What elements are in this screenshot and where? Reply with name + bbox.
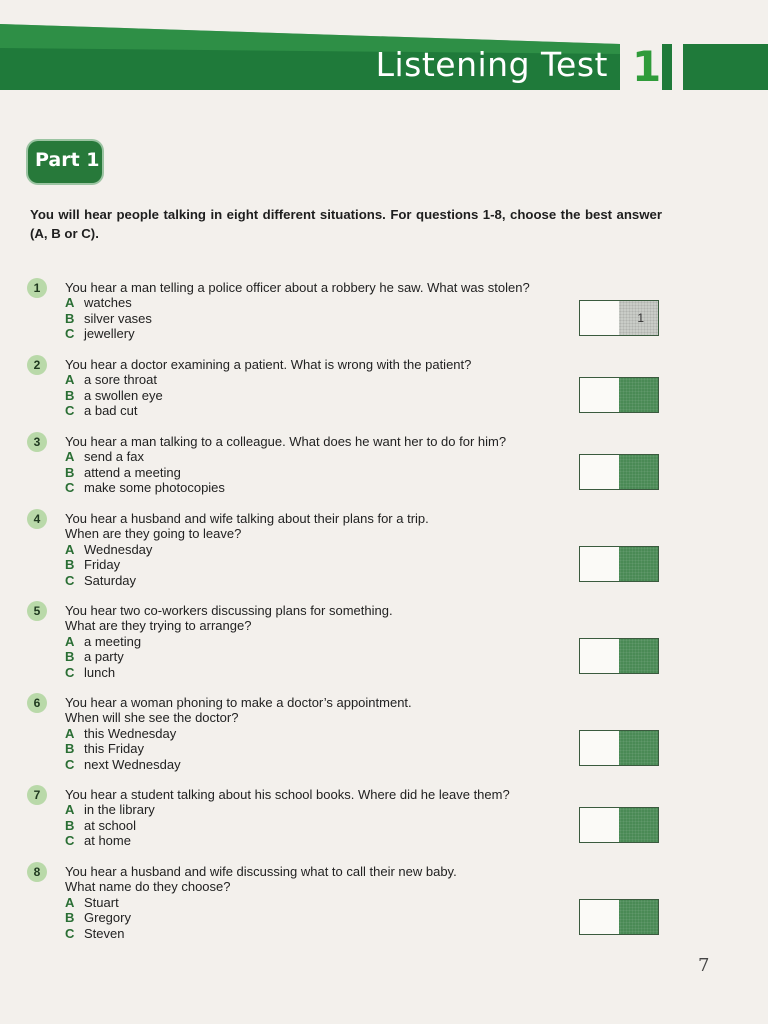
answer-box-label: 1: [637, 311, 644, 325]
question-text-block: [65, 280, 585, 342]
question-prompt: You hear a husband and wife talking about their plans for a trip.: [65, 511, 429, 526]
option-b[interactable]: B silver vases: [65, 310, 152, 326]
option-a[interactable]: A Wednesday: [65, 541, 153, 557]
option-a[interactable]: A this Wednesday: [65, 725, 177, 741]
question-text-block: [65, 864, 585, 941]
question-prompt-line2: What name do they choose?: [65, 879, 231, 895]
part-badge: [28, 141, 102, 183]
option-a[interactable]: A watches: [65, 295, 132, 311]
question-number: 6: [27, 693, 47, 713]
question-number: 4: [27, 509, 47, 529]
question-text-block: [65, 695, 585, 772]
option-a[interactable]: A a meeting: [65, 633, 142, 649]
option-b[interactable]: B this Friday: [65, 741, 144, 757]
question-number: 1: [27, 278, 47, 298]
instructions: You will hear people talking in eight different situations. For questions 1-8, choose the best answer (A, B or C).: [30, 207, 662, 241]
question-number: 5: [27, 601, 47, 621]
option-c[interactable]: C at home: [65, 833, 131, 849]
answer-box-shade: [619, 455, 658, 489]
option-c[interactable]: C make some photocopies: [65, 480, 225, 496]
test-title: Listening Test: [375, 45, 608, 84]
option-c[interactable]: C jewellery: [65, 326, 135, 342]
test-number: 1: [632, 42, 662, 91]
option-a[interactable]: A Stuart: [65, 894, 119, 910]
option-c[interactable]: C Steven: [65, 925, 125, 941]
option-c[interactable]: C lunch: [65, 664, 116, 680]
question-number: 3: [27, 432, 47, 452]
option-c[interactable]: C next Wednesday: [65, 756, 181, 772]
question-text-block: [65, 434, 585, 496]
answer-box[interactable]: [579, 899, 659, 935]
answer-box-shade: [619, 900, 658, 934]
question-prompt: You hear a doctor examining a patient. What is wrong with the patient?: [65, 357, 472, 372]
answer-box[interactable]: [579, 546, 659, 582]
option-b[interactable]: B a party: [65, 649, 124, 665]
answer-box[interactable]: [579, 300, 659, 336]
question-prompt: You hear a man talking to a colleague. What does he want her to do for him?: [65, 434, 507, 449]
question-prompt-line2: When will she see the doctor?: [65, 710, 239, 726]
option-b[interactable]: B a swollen eye: [65, 387, 163, 403]
answer-box[interactable]: [579, 377, 659, 413]
option-b[interactable]: B attend a meeting: [65, 464, 181, 480]
question-text-block: [65, 357, 585, 419]
answer-box-shade: [619, 639, 658, 673]
answer-box[interactable]: [579, 730, 659, 766]
question-text-block: [65, 603, 585, 680]
answer-box-shade: [619, 547, 658, 581]
question-prompt: You hear a husband and wife discussing what to call their new baby.: [65, 864, 457, 879]
question-number: 2: [27, 355, 47, 375]
question-prompt: You hear a man telling a police officer about a robbery he saw. What was stolen?: [65, 280, 530, 295]
question-number: 8: [27, 862, 47, 882]
option-c[interactable]: C Saturday: [65, 572, 137, 588]
option-b[interactable]: B at school: [65, 817, 137, 833]
answer-box[interactable]: [579, 807, 659, 843]
answer-box-shade: [619, 378, 658, 412]
option-c[interactable]: C a bad cut: [65, 403, 138, 419]
question-text-block: [65, 787, 585, 849]
answer-box-shade: [619, 808, 658, 842]
question-text-block: [65, 511, 585, 588]
question-prompt: You hear a woman phoning to make a doctor’s appointment.: [65, 695, 412, 710]
part-label: Part 1: [35, 149, 100, 171]
answer-box-shade: [619, 731, 658, 765]
option-b[interactable]: B Gregory: [65, 910, 131, 926]
question-prompt-line2: When are they going to leave?: [65, 526, 242, 542]
answer-box[interactable]: [579, 454, 659, 490]
question-prompt: You hear a student talking about his school books. Where did he leave them?: [65, 787, 510, 802]
answer-box[interactable]: [579, 638, 659, 674]
question-prompt-line2: What are they trying to arrange?: [65, 618, 252, 634]
option-b[interactable]: B Friday: [65, 557, 121, 573]
option-a[interactable]: A a sore throat: [65, 372, 157, 388]
header-banner: [0, 18, 768, 90]
question-prompt: You hear two co-workers discussing plans for something.: [65, 603, 393, 618]
question-number: 7: [27, 785, 47, 805]
page-number: 7: [698, 955, 710, 976]
option-a[interactable]: A in the library: [65, 802, 155, 818]
option-a[interactable]: A send a fax: [65, 449, 144, 465]
